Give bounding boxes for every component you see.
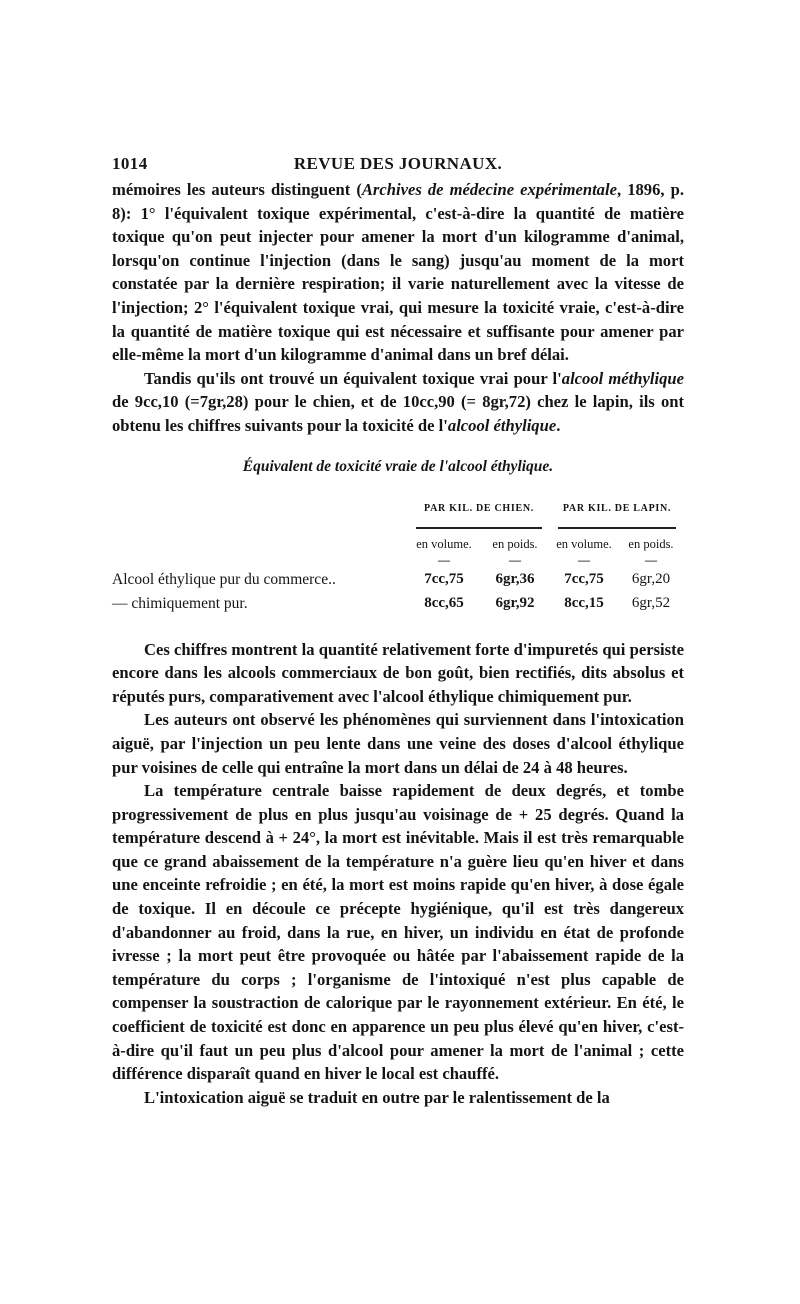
row-label: — chimiquement pur.	[112, 594, 248, 612]
dash-mark: —	[645, 552, 657, 567]
cell-rabbit-volume: 8cc,15	[564, 595, 604, 612]
cell-dog-volume: 8cc,65	[424, 595, 464, 612]
subheader-dog-volume: en volume.	[416, 536, 472, 551]
paragraph-slowing: L'intoxication aiguë se traduit en outre par le ralentissement de la	[144, 1087, 610, 1107]
ethyl-alcohol-term: alcool éthylique	[447, 415, 557, 435]
paragraph-acute-phenomena: Les auteurs ont observé les phénomènes qui surviennent dans l'intoxication aiguë, par l'injection un peu lente dans une veine des doses d'alcool éthylique pur voisines de celle qui entraîne la mort dans un délai de 24 à 48 heures.	[112, 710, 684, 777]
group-header-dog: PAR KIL. DE CHIEN.	[424, 502, 534, 514]
toxicity-table	[112, 490, 684, 616]
journal-page	[112, 152, 684, 1109]
para2-text-c: .	[556, 415, 561, 435]
para2-text-a: Tandis qu'ils ont trouvé un équivalent toxique vrai pour l'	[144, 368, 562, 388]
table-row	[112, 592, 684, 616]
row-label: Alcool éthylique pur du commerce..	[112, 570, 336, 588]
paragraph-temperature: La température centrale baisse rapidement de deux degrés, et tombe progressivement de plus en plus jusqu'au voisinage de + 25 degrés. Quand la température descend à + 24°, la mort est inévitable. Mais il est très remarquable que ce grand abaissement de la température n'a guère lieu qu'en hiver et dans une enceinte refroidie ; en été, la mort est moins rapide qu'en hiver, à dose égale de toxique. Il en découle ce précepte hygiénique, qu'il est très dangereux d'abandonner au froid, dans la rue, en hiver, un individu en état de profonde ivresse ; la mort peut être provoquée ou hâtée par l'abaissement rapide de la température du corps ; l'organisme de l'intoxiqué n'est plus capable de compenser la soustraction de calorique par le rayonnement extérieur. En été, le coefficient de toxicité est donc en apparence un peu plus élevé qu'en hiver, c'est-à-dire qu'il faut un peu plus d'alcool pour amener la mort de l'animal ; cette différence disparaît quand en hiver le local est chauffé.	[112, 781, 684, 1084]
para2-text-b: de 9cc,10 (=7gr,28) pour le chien, et de 10cc,90 (= 8gr,72) chez le lapin, ils ont obtenu les chiffres suivants pour la toxicité de l'	[112, 392, 684, 435]
subheader-rabbit-weight: en poids.	[628, 536, 674, 551]
subheader-dog-weight: en poids.	[492, 536, 538, 551]
dash-mark: —	[509, 552, 521, 567]
methyl-alcohol-term: alcool méthylique	[561, 368, 684, 388]
group-header-rabbit: PAR KIL. DE LAPIN.	[562, 502, 672, 514]
paragraph-definitions	[112, 178, 684, 367]
brace-dog	[408, 514, 550, 530]
table-row	[112, 568, 684, 592]
cell-dog-weight: 6gr,92	[495, 595, 535, 612]
journal-citation: Archives de médecine expérimentale	[361, 180, 617, 199]
cell-rabbit-weight: 6gr,20	[631, 571, 671, 588]
paragraph-impurities: Ces chiffres montrent la quantité relativement forte d'impuretés qui persiste encore dans les alcools commerciaux de bon goût, bien rectifiés, dits absolus et réputés purs, comparativement avec l'alcool éthylique chimiquement pur.	[112, 639, 684, 706]
paragraph-methyl-comparison	[112, 367, 684, 438]
running-title: REVUE DES JOURNAUX.	[293, 154, 503, 173]
dash-mark: —	[438, 552, 450, 567]
dash-mark: —	[578, 552, 590, 567]
para1-text-b: , 1896, p. 8): 1° l'équivalent toxique expérimental, c'est-à-dire la quantité de matière toxique qu'on peut injecter pour amener la mort d'un kilogramme d'animal, lorsqu'on continue l'injection (dans le sang) jusqu'au moment de la mort constatée par la dernière respiration; il varie naturellement avec la vitesse de l'injection; 2° l'équivalent toxique vrai, qui mesure la toxicité vraie, c'est-à-dire la quantité de matière toxique qui est nécessaire et suffisante pour amener par elle-même la mort d'un kilogramme d'animal dans un bref délai.	[112, 180, 684, 365]
table-caption: Équivalent de toxicité vraie de l'alcool éthylique.	[242, 457, 554, 475]
running-header	[112, 152, 684, 178]
subheader-rabbit-volume: en volume.	[556, 536, 612, 551]
para1-text-a: mémoires les auteurs distinguent (	[112, 180, 362, 199]
brace-rabbit	[550, 514, 684, 530]
cell-rabbit-weight: 6gr,52	[631, 595, 671, 612]
cell-dog-volume: 7cc,75	[424, 571, 464, 588]
page-number: 1014	[112, 154, 148, 173]
cell-dog-weight: 6gr,36	[495, 571, 535, 588]
cell-rabbit-volume: 7cc,75	[564, 571, 604, 588]
